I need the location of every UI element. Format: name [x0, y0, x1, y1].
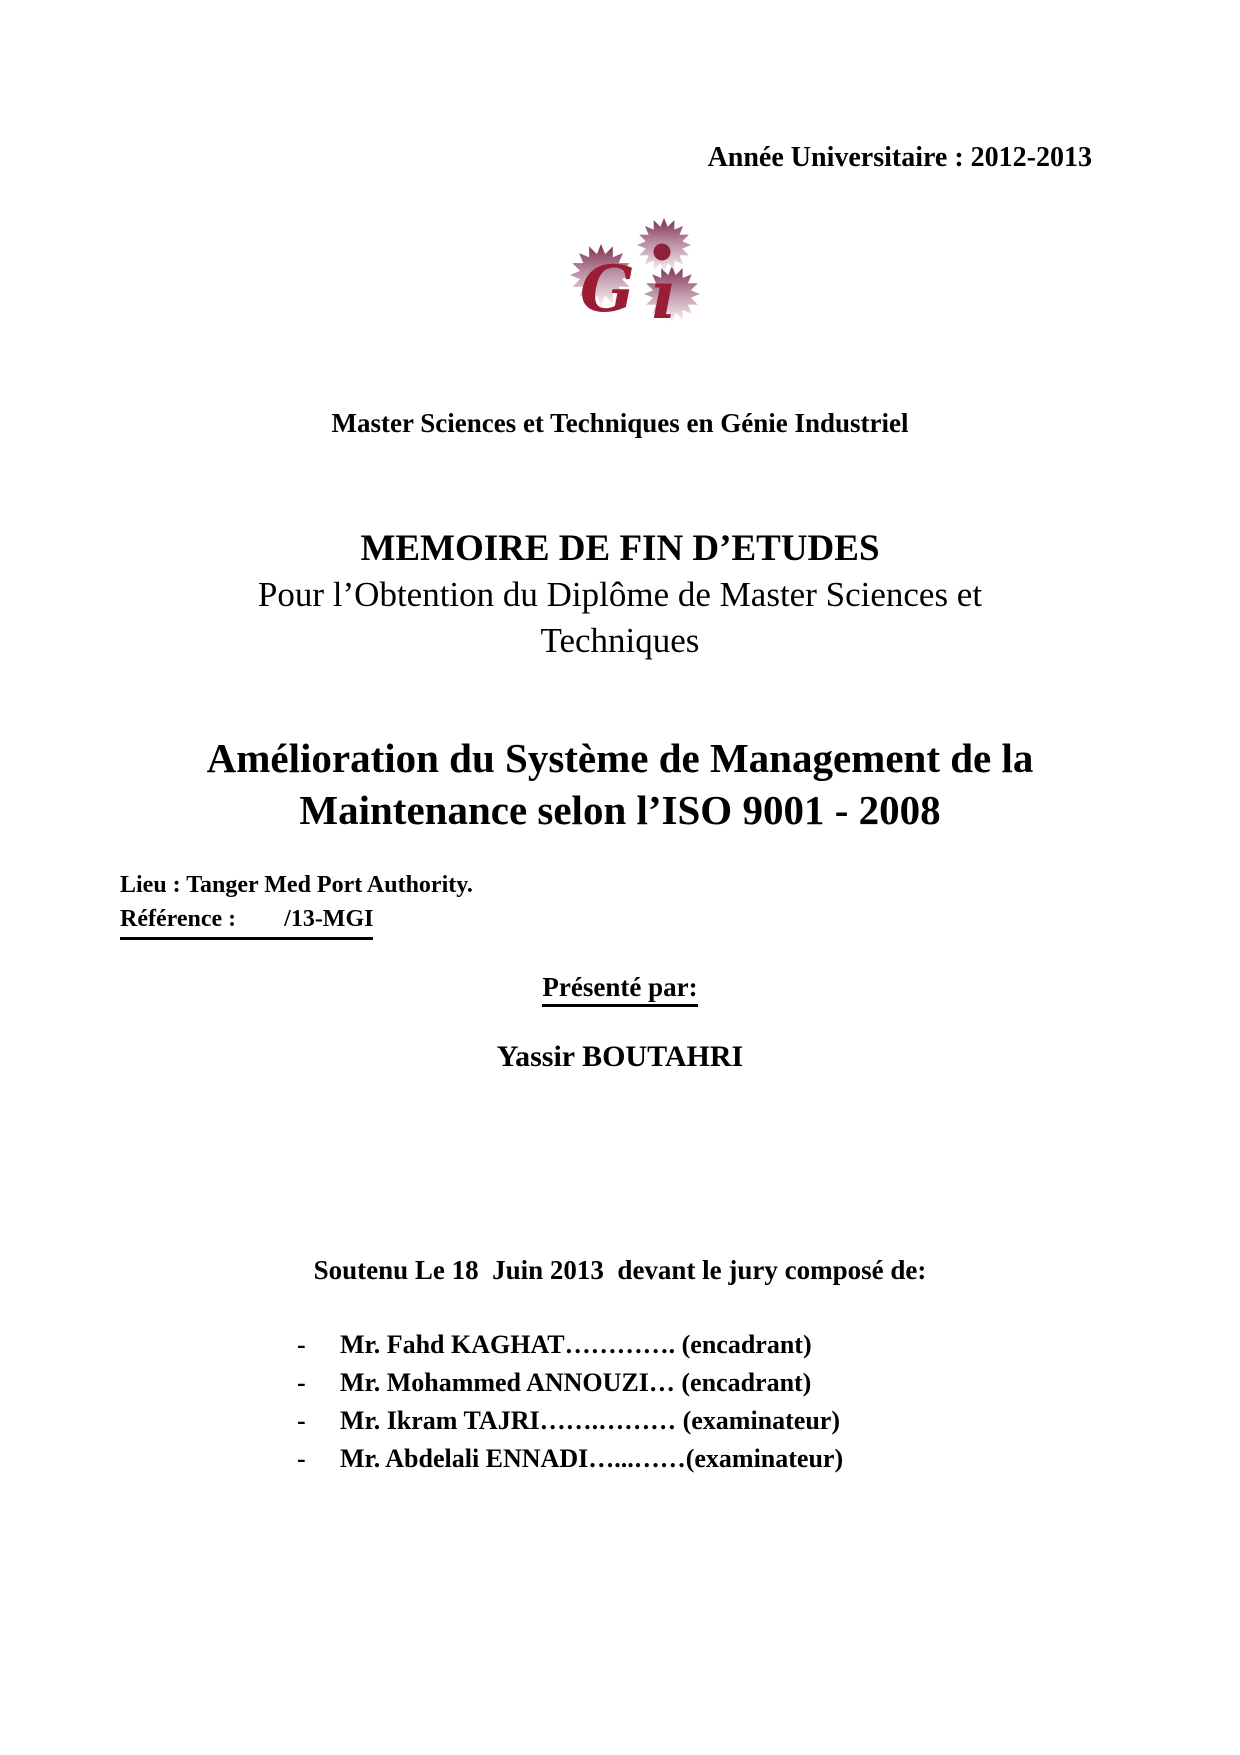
jury-item	[297, 1440, 843, 1478]
jury-bullet: -	[297, 1368, 306, 1397]
logo-letter-i: ı	[650, 256, 676, 328]
jury-list	[297, 1326, 843, 1478]
jury-bullet: -	[297, 1444, 306, 1473]
thesis-title-line2: Maintenance selon l’ISO 9001 - 2008	[299, 787, 941, 833]
jury-label: Mr. Abdelali ENNADI…...……(examinateur)	[340, 1444, 844, 1473]
jury-label: Mr. Fahd KAGHAT…………. (encadrant)	[340, 1330, 812, 1359]
jury-item	[297, 1326, 843, 1364]
memoire-subtitle-line1: Pour l’Obtention du Diplôme de Master Sciences et	[257, 575, 983, 614]
memoire-block	[0, 526, 1240, 664]
location-line: Lieu : Tanger Med Port Authority.	[120, 872, 473, 898]
jury-label: Mr. Mohammed ANNOUZI… (encadrant)	[340, 1368, 812, 1397]
logo-letter-g: G	[580, 252, 635, 327]
jury-item	[297, 1364, 843, 1402]
genie-industriel-logo	[558, 188, 708, 328]
reference-line: Référence : /13-MGI	[120, 902, 373, 940]
presented-by	[0, 972, 1240, 1007]
memoire-heading: MEMOIRE DE FIN D’ETUDES	[360, 528, 880, 569]
academic-year: Année Universitaire : 2012-2013	[707, 142, 1092, 173]
memoire-subtitle-line2: Techniques	[540, 621, 700, 660]
location-reference-block	[120, 868, 473, 940]
defense-line: Soutenu Le 18 Juin 2013 devant le jury composé de:	[313, 1255, 927, 1285]
jury-bullet: -	[297, 1406, 306, 1435]
thesis-title-line1: Amélioration du Système de Management de la	[206, 735, 1034, 781]
thesis-title	[0, 732, 1240, 836]
author-name: Yassir BOUTAHRI	[496, 1040, 744, 1073]
program-name: Master Sciences et Techniques en Génie Industriel	[331, 408, 909, 438]
presented-by-label: Présenté par:	[542, 972, 697, 1007]
jury-label: Mr. Ikram TAJRI…….……… (examinateur)	[340, 1406, 840, 1435]
jury-bullet: -	[297, 1330, 306, 1359]
jury-item	[297, 1402, 843, 1440]
